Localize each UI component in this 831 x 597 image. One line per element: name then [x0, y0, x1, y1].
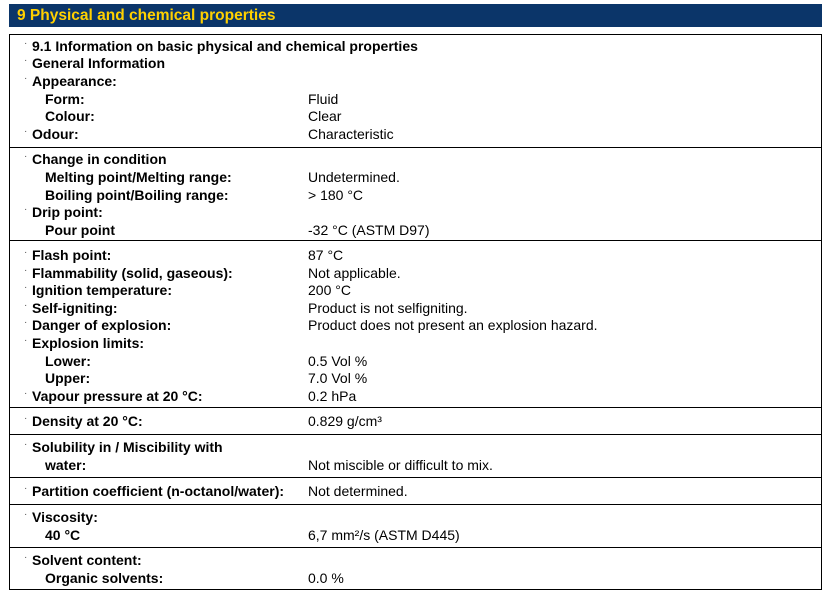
self-igniting-value: Product is not selfigniting.: [308, 300, 468, 316]
subsection-title: 9.1 Information on basic physical and chemical properties: [32, 38, 418, 54]
organic-value: 0.0 %: [308, 570, 344, 586]
solvent-section: · Solvent content: Organic solvents: 0.0 %: [9, 547, 822, 590]
basic-properties-section: · 9.1 Information on basic physical and chemical properties · General Information · Appearance: Form: Fluid Colour: Clear · Odour: Characteristic: [9, 34, 822, 148]
viscosity-40-label: 40 °C: [45, 527, 81, 543]
upper-value: 7.0 Vol %: [308, 370, 368, 386]
ignition-value: 200 °C: [308, 282, 351, 298]
boiling-value: > 180 °C: [308, 187, 364, 203]
water-value: Not miscible or difficult to mix.: [308, 457, 493, 473]
drip-label: Drip point:: [32, 204, 103, 220]
section-header: 9 Physical and chemical properties: [9, 4, 822, 27]
viscosity-section: · Viscosity: 40 °C 6,7 mm²/s (ASTM D445): [9, 504, 822, 548]
vapour-label: Vapour pressure at 20 °C:: [32, 388, 203, 404]
water-label: water:: [45, 457, 87, 473]
pour-label: Pour point: [45, 222, 115, 238]
solubility-section: · Solubility in / Miscibility with water: Not miscible or difficult to mix.: [9, 434, 822, 478]
form-value: Fluid: [308, 91, 339, 107]
explosion-limits-label: Explosion limits:: [32, 335, 145, 351]
form-label: Form:: [45, 91, 85, 107]
solubility-label: Solubility in / Miscibility with: [32, 439, 223, 455]
viscosity-label: Viscosity:: [32, 509, 98, 525]
colour-value: Clear: [308, 108, 342, 124]
flash-label: Flash point:: [32, 247, 112, 263]
viscosity-40-value: 6,7 mm²/s (ASTM D445): [308, 527, 460, 543]
boiling-label: Boiling point/Boiling range:: [45, 187, 229, 203]
danger-value: Product does not present an explosion hazard.: [308, 317, 598, 333]
melting-label: Melting point/Melting range:: [45, 169, 232, 185]
colour-label: Colour:: [45, 108, 95, 124]
change-condition-label: Change in condition: [32, 151, 167, 167]
ignition-label: Ignition temperature:: [32, 282, 173, 298]
flammability-value: Not applicable.: [308, 265, 401, 281]
solvent-label: Solvent content:: [32, 552, 142, 568]
density-section: · Density at 20 °C: 0.829 g/cm³: [9, 407, 822, 435]
pour-value: -32 °C (ASTM D97): [308, 222, 430, 238]
lower-value: 0.5 Vol %: [308, 353, 368, 369]
density-label: Density at 20 °C:: [32, 413, 143, 429]
danger-label: Danger of explosion:: [32, 317, 172, 333]
odour-label: Odour:: [32, 126, 79, 142]
lower-label: Lower:: [45, 353, 91, 369]
appearance-label: Appearance:: [32, 73, 117, 89]
melting-value: Undetermined.: [308, 169, 400, 185]
flash-value: 87 °C: [308, 247, 344, 263]
upper-label: Upper:: [45, 370, 91, 386]
change-in-condition-section: · Change in condition Melting point/Melting range: Undetermined. Boiling point/Boiling range: > 180 °C · Drip point: Pour point -32 °C (ASTM D97): [9, 147, 822, 241]
partition-section: · Partition coefficient (n-octanol/water): Not determined.: [9, 477, 822, 505]
partition-value: Not determined.: [308, 483, 408, 499]
self-igniting-label: Self-igniting:: [32, 300, 118, 316]
vapour-value: 0.2 hPa: [308, 388, 357, 404]
organic-label: Organic solvents:: [45, 570, 164, 586]
density-value: 0.829 g/cm³: [308, 413, 382, 429]
flammability-label: Flammability (solid, gaseous):: [32, 265, 233, 281]
partition-label: Partition coefficient (n-octanol/water):: [32, 483, 285, 499]
odour-value: Characteristic: [308, 126, 394, 142]
safety-properties-section: · Flash point: 87 °C · Flammability (solid, gaseous): Not applicable. · Ignition temperature: 200 °C · Self-igniting: Product is not selfigniting. · Danger of explosion: Product does not present an explosion hazard. · Explosion limits: Lower: 0.5 Vol % Upper: 7.0 Vol % · Vapour pressure at 20 °C: 0.2 hPa: [9, 240, 822, 408]
general-info-label: General Information: [32, 55, 166, 71]
